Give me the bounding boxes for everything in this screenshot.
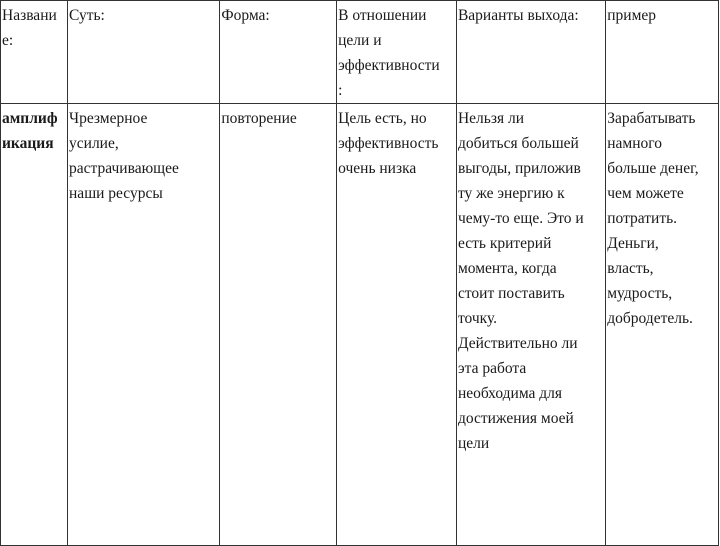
header-goal-efficiency: В отношении цели и эффективности : [337, 1, 457, 104]
table-header-row [1, 1, 719, 104]
header-example: пример [606, 1, 719, 104]
table-row [1, 104, 719, 546]
cell-exit-options: Нельзя ли добиться большей выгоды, приложив ту же энергию к чему-то еще. Это и есть критерий момента, когда стоит поставить точку. Действительно ли эта работа необходима для достижения моей цели [456, 104, 605, 546]
header-essence: Суть: [68, 1, 220, 104]
cell-goal-efficiency: Цель есть, но эффективность очень низка [337, 104, 457, 546]
cell-name: амплиф икация [1, 104, 68, 546]
cell-form: повторение [220, 104, 337, 546]
header-exit-options: Варианты выхода: [456, 1, 605, 104]
header-form: Форма: [220, 1, 337, 104]
cell-essence: Чрезмерное усилие, растрачивающее наши ресурсы [68, 104, 220, 546]
header-name: Названи е: [1, 1, 68, 104]
cell-example: Зарабатывать намного больше денег, чем можете потратить. Деньги, власть, мудрость, добродетель. [606, 104, 719, 546]
